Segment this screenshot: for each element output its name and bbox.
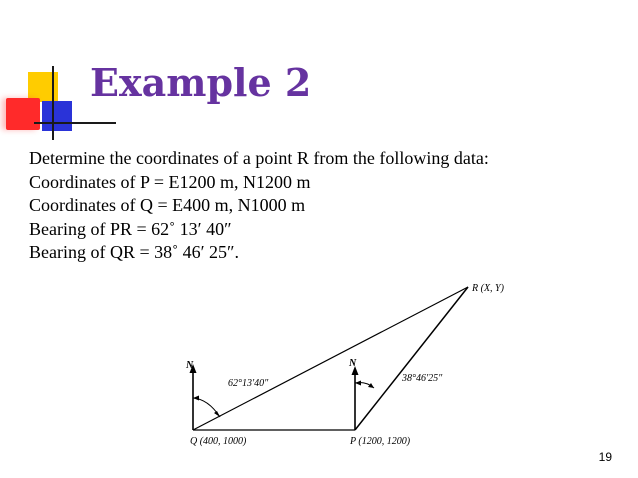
point-r-label: R (X, Y) — [472, 283, 504, 294]
angle-arrowhead-p-start — [355, 381, 361, 386]
north-arrow-p — [352, 366, 359, 430]
angle-arrowhead-q — [214, 411, 220, 417]
statement-line: Bearing of QR = 38˚ 46′ 25″. — [29, 242, 240, 262]
slide-title: Example 2 — [90, 60, 312, 105]
statement-line: Determine the coordinates of a point R from the following data: — [29, 148, 489, 168]
angle-label-q: 62°13′40″ — [228, 378, 269, 389]
point-q-label: Q (400, 1000) — [190, 436, 247, 447]
line-pr — [355, 287, 468, 430]
angle-label-p: 38°46′25″ — [402, 373, 443, 384]
angle-arrowhead-p — [368, 383, 374, 388]
north-label-q: N — [186, 360, 194, 371]
page-number: 19 — [598, 450, 612, 464]
statement-line: Coordinates of P = E1200 m, N1200 m — [29, 171, 311, 192]
statement-line: Coordinates of Q = E400 m, N1000 m — [29, 195, 306, 215]
angle-arrowhead-q-start — [193, 396, 199, 401]
point-p-label: P (1200, 1200) — [350, 436, 411, 447]
line-qr — [193, 287, 468, 430]
north-label-p: N — [349, 358, 357, 369]
statement-line: Bearing of PR = 62˚ 13′ 40″ — [29, 218, 232, 239]
